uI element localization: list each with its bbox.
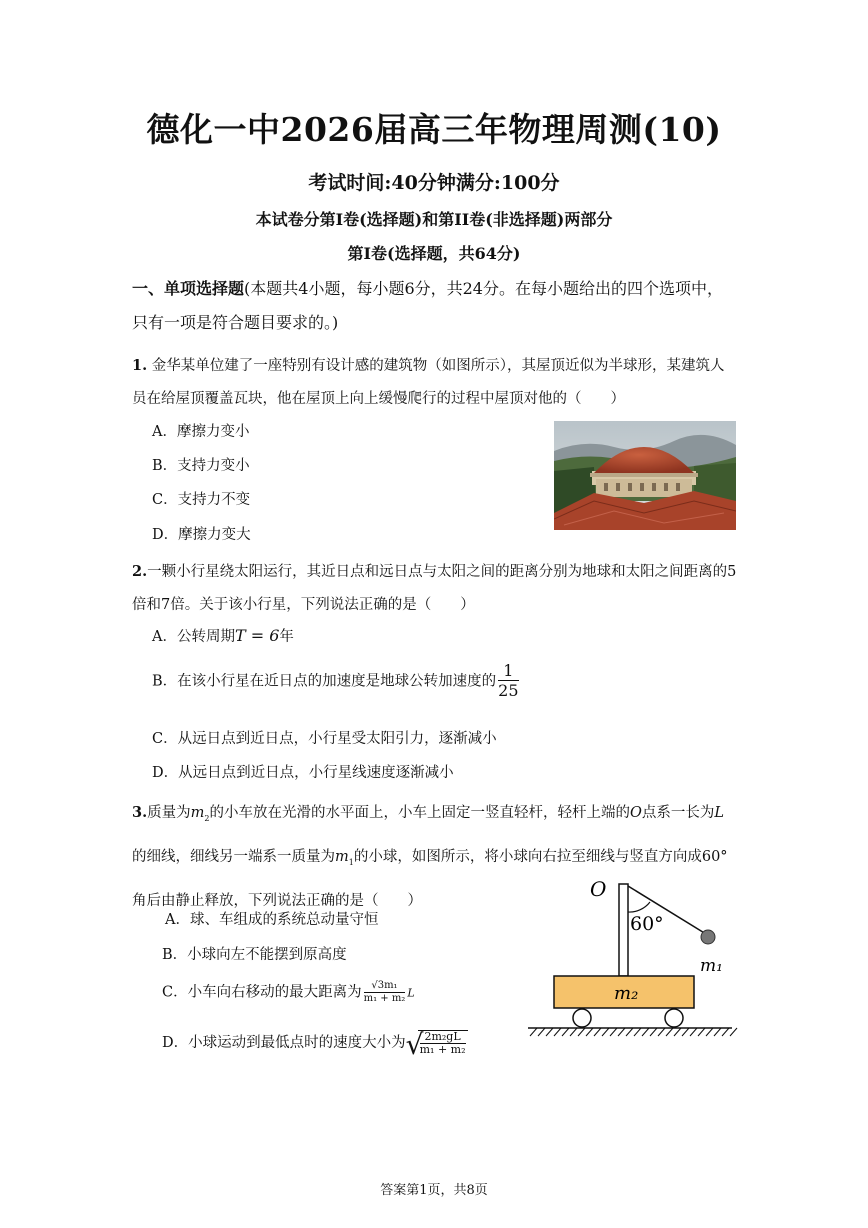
q3-text-4: 的细线，细线另一端系一质量为 [132,848,335,865]
q3-m2-sub: 2 [204,813,210,823]
question-3-option-c-fraction [364,980,406,1005]
section-desc: (本题共4小题，每小题6分，共24分。在每小题给出的四个选项中，只有一项是符合题目要求的。) [132,279,723,332]
question-2-number: 2. [132,563,148,580]
q3-text-5: 的小球，如图所示，将小球向右拉至细线与竖直方向成60°角后由静止释放，下列说法正确的是（ ） [132,848,728,909]
fraction-denominator: m₁ + m₂ [363,993,406,1004]
hatch-line [666,1028,673,1036]
cart-wheel-left [573,1009,591,1027]
hatch-line [650,1028,657,1036]
hatch-line [634,1028,641,1036]
page-title: 德化一中2026届高三年物理周测(10) [146,110,722,149]
question-3-option-b: B．小球向左不能摆到原高度 [162,947,347,963]
question-3-option-c-label: C．小车向右移动的最大距离为 [162,984,362,1001]
part-heading: 第I卷(选择题，共64分) [347,244,521,263]
question-1-option-b: B．支持力变小 [152,458,250,474]
exam-time: 考试时间:40分钟满分:100分 [308,172,560,194]
hatch-line [586,1028,593,1036]
fraction-numerator: 1 [498,662,518,681]
fraction-numerator: √3m₁ [364,980,406,993]
cart-pendulum-diagram [520,872,740,1042]
label-angle: 60° [630,913,664,935]
question-1-text: 金华某单位建了一座特别有设计感的建筑物（如图所示），其屋顶近似为半球形，某建筑人员在给屋顶覆盖瓦块，他在屋顶上向上缓慢爬行的过程中屋顶对他的（ ） [132,358,725,407]
q3-text-1: 质量为 [147,805,191,821]
paper-note: 本试卷分第I卷(选择题)和第II卷(非选择题)两部分 [255,210,613,229]
fraction-denominator: m₁ + m₂ [419,1043,466,1056]
hatch-line [554,1028,561,1036]
q3-length-l: L [714,805,725,821]
question-3-option-d-label: D．小球运动到最低点时的速度大小为 [162,1035,406,1051]
question-2-option-c: C．从远日点到近日点，小行星受太阳引力，逐渐减小 [152,731,497,747]
q3-text-3: 点系一长为 [641,805,715,821]
hatch-line [546,1028,553,1036]
q3-m1: m [335,848,349,865]
fraction-numerator: 2m₂gL [420,1031,466,1044]
section-heading [132,272,738,340]
question-3-option-c [162,980,415,1005]
hatch-line [642,1028,649,1036]
question-1-number: 1. [132,357,148,374]
angle-arc [628,902,650,912]
question-3-option-d-sqrt [405,1028,468,1061]
sqrt-radical: √ [405,1028,424,1061]
hatch-line [602,1028,609,1036]
question-2-option-b-label: B．在该小行星在近日点的加速度是地球公转加速度的 [152,673,497,690]
question-1-option-c: C．支持力不变 [152,492,251,508]
section-title: 一、单项选择题 [132,279,245,298]
q3-m2: m [190,805,205,821]
hatch-line [570,1028,577,1036]
question-2-option-b [152,662,519,701]
hatch-line [674,1028,681,1036]
q3-text-2: 的小车放在光滑的水平面上，小车上固定一竖直轻杆，轻杆上端的 [209,805,630,821]
question-2-option-a-unit: 年 [279,629,294,645]
question-3-option-d [162,1028,468,1061]
ball [701,930,715,944]
hatch-line [722,1028,729,1036]
hatch-line [658,1028,665,1036]
hatch-line [538,1028,545,1036]
ground-hatching [530,1028,737,1036]
question-3-option-d-fraction [420,1031,466,1056]
question-2-stem [132,555,738,622]
fraction-denominator: 25 [498,681,519,700]
cart-wheel-right [665,1009,683,1027]
question-2-option-b-fraction [498,662,518,701]
vertical-rod [619,884,628,976]
question-3-option-a: A．球、车组成的系统总动量守恒 [165,912,379,928]
question-1-option-d: D．摩擦力变大 [152,527,251,543]
question-2-option-a-math: T = 6 [234,626,280,645]
question-2-option-a-label: A．公转周期 [152,629,235,645]
hatch-line [618,1028,625,1036]
hatch-line [562,1028,569,1036]
hatch-line [690,1028,697,1036]
q3-m1-sub: 1 [348,857,354,867]
hatch-line [730,1028,737,1036]
hatch-line [714,1028,721,1036]
hatch-line [578,1028,585,1036]
label-o: O [590,877,607,901]
question-3-number: 3. [132,804,148,821]
dome-building-photo [554,421,736,530]
question-1-option-a: A．摩擦力变小 [152,424,250,440]
page-footer: 答案第1页，共8页 [380,1183,488,1198]
hatch-line [706,1028,713,1036]
q3-point-o: O [629,805,642,821]
hatch-line [682,1028,689,1036]
hatch-line [698,1028,705,1036]
hatch-line [530,1028,537,1036]
label-m1: m₁ [700,956,723,976]
question-3-option-c-l: L [407,986,415,1000]
question-2-option-a [152,625,294,646]
label-m2: m₂ [614,983,639,1004]
question-2-text: 一颗小行星绕太阳运行，其近日点和远日点与太阳之间的距离分别为地球和太阳之间距离的5倍和7倍。关于该小行星，下列说法正确的是（ ） [132,564,737,613]
question-1-stem [132,349,738,416]
hatch-line [610,1028,617,1036]
hatch-line [626,1028,633,1036]
question-2-option-d: D．从远日点到近日点，小行星线速度逐渐减小 [152,765,454,781]
hatch-line [594,1028,601,1036]
